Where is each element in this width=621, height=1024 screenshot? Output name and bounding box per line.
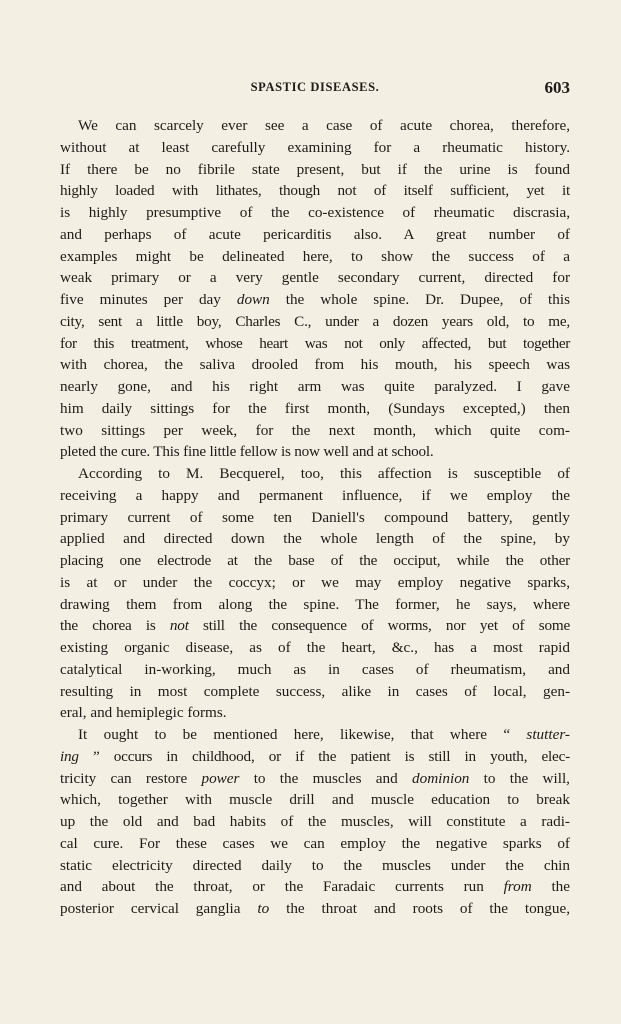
text-line: is highly presumptive of the co-existence of rheumatic discrasia, bbox=[60, 204, 570, 221]
text-run: to the will, bbox=[469, 769, 570, 787]
text-run: the throat and roots of the tongue, bbox=[269, 900, 570, 917]
text-line: him daily sittings for the first month, (Sundays excepted,) then bbox=[60, 399, 570, 417]
text-line: catalytical in-working, much as in cases of rheumatism, and bbox=[60, 660, 570, 678]
page-number: 603 bbox=[544, 78, 570, 97]
body-text bbox=[60, 115, 570, 920]
text-run: five minutes per day bbox=[60, 291, 237, 308]
text-run: the whole spine. Dr. Dupee, of this bbox=[269, 291, 570, 308]
text-run: the chorea is bbox=[60, 617, 170, 635]
text-run: posterior cervical ganglia bbox=[60, 900, 258, 917]
text-line bbox=[60, 615, 570, 637]
italic-run: down bbox=[236, 291, 270, 308]
text-run: still the consequence of worms, nor yet of some bbox=[188, 617, 570, 635]
text-line bbox=[60, 746, 570, 768]
running-head bbox=[60, 80, 570, 100]
text-run: ” occurs in childhood, or if the patient is still in youth, elec- bbox=[78, 747, 570, 765]
text-line: cal cure. For these cases we can employ the negative sparks of bbox=[60, 834, 570, 852]
text-line: two sittings per week, for the next month, which quite com- bbox=[60, 421, 570, 439]
text-line: pleted the cure. This fine little fellow is now well and at school. bbox=[60, 443, 434, 461]
text-line: is at or under the coccyx; or we may employ negative sparks, bbox=[60, 573, 570, 591]
text-line: primary current of some ten Daniell's compound battery, gently bbox=[60, 508, 570, 526]
text-line: resulting in most complete success, alike in cases of local, gen- bbox=[60, 682, 570, 700]
running-title: SPASTIC DISEASES. bbox=[250, 80, 380, 94]
text-line: drawing them from along the spine. The former, he says, where bbox=[60, 595, 570, 613]
text-line bbox=[60, 876, 570, 898]
text-line: with chorea, the saliva drooled from his mouth, his speech was bbox=[60, 356, 570, 374]
italic-run: power bbox=[201, 769, 240, 787]
text-line: city, sent a little boy, Charles C., under a dozen years old, to me, bbox=[60, 312, 570, 330]
text-line: static electricity directed daily to the muscles under the chin bbox=[60, 856, 570, 874]
text-run: It ought to be mentioned here, likewise, that where “ bbox=[78, 726, 527, 743]
text-line: If there be no fibrile state present, but if the urine is found bbox=[60, 160, 570, 178]
text-line: According to M. Becquerel, too, this affection is susceptible of bbox=[78, 465, 570, 482]
text-line: examples might be delineated here, to show the success of a bbox=[60, 247, 570, 265]
text-line: existing organic disease, as of the heart, &c., has a most rapid bbox=[60, 639, 570, 656]
text-line: highly loaded with lithates, though not of itself sufficient, yet it bbox=[60, 182, 570, 200]
text-line: which, together with muscle drill and muscle education to break bbox=[60, 791, 570, 809]
text-run: and about the throat, or the Faradaic currents run bbox=[60, 878, 504, 896]
text-line: weak primary or a very gentle secondary current, directed for bbox=[60, 269, 570, 287]
italic-run: dominion bbox=[412, 769, 470, 787]
text-line: applied and directed down the whole length of the spine, by bbox=[60, 530, 570, 548]
text-run: to the muscles and bbox=[239, 769, 412, 787]
italic-run: ing bbox=[60, 747, 79, 765]
text-line: up the old and bad habits of the muscles, will constitute a radi- bbox=[60, 813, 570, 830]
text-line bbox=[60, 724, 570, 746]
text-line: receiving a happy and permanent influence, if we employ the bbox=[60, 486, 570, 504]
text-line: for this treatment, whose heart was not only affected, but together bbox=[60, 334, 570, 352]
text-line: eral, and hemiplegic forms. bbox=[60, 704, 227, 722]
text-run: the bbox=[531, 878, 570, 896]
text-line: and perhaps of acute pericarditis also. A great number of bbox=[60, 225, 570, 243]
text-run: tricity can restore bbox=[60, 769, 202, 787]
text-line bbox=[60, 768, 570, 790]
text-line: placing one electrode at the base of the occiput, while the other bbox=[60, 552, 570, 569]
text-line: nearly gone, and his right arm was quite paralyzed. I gave bbox=[60, 378, 570, 395]
italic-run: to bbox=[257, 900, 270, 917]
italic-run: stutter- bbox=[526, 726, 570, 743]
text-line bbox=[60, 289, 570, 311]
text-line: We can scarcely ever see a case of acute chorea, therefore, bbox=[78, 117, 570, 134]
text-line: without at least carefully examining for a rheumatic history. bbox=[60, 138, 570, 156]
italic-run: not bbox=[169, 617, 189, 635]
text-line bbox=[60, 898, 570, 920]
italic-run: from bbox=[503, 878, 532, 896]
